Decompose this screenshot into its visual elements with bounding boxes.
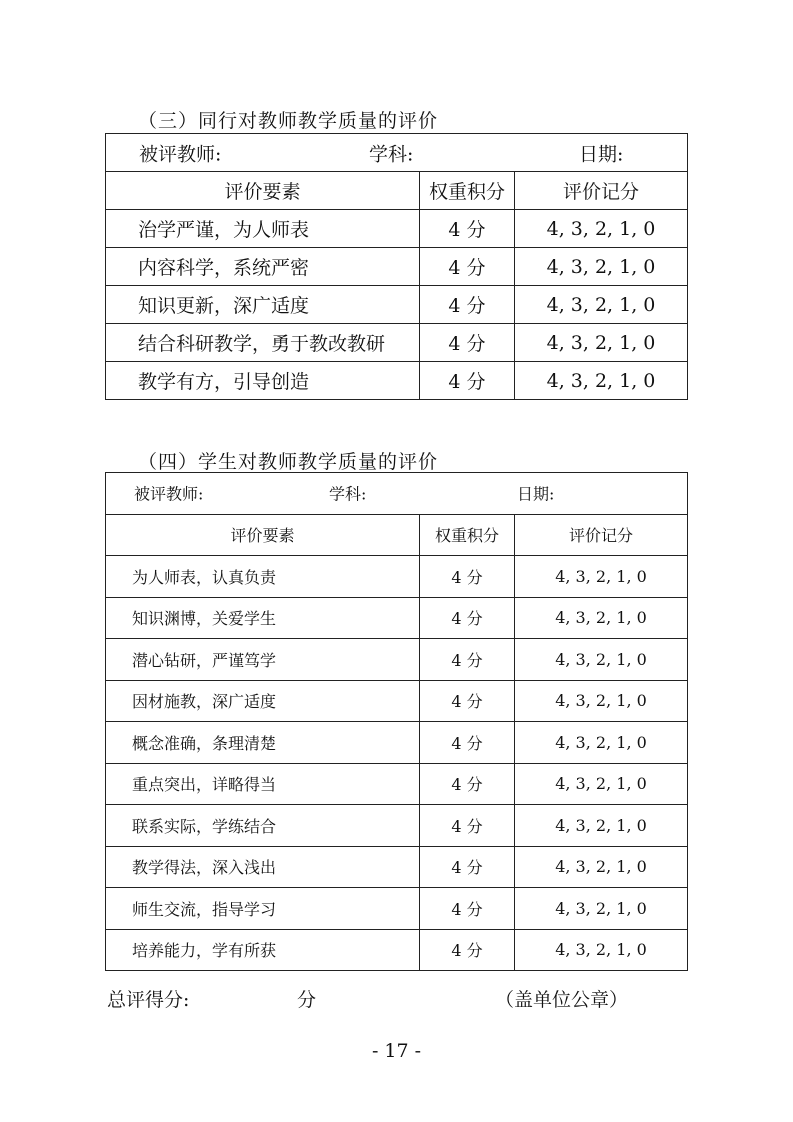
table-row — [106, 805, 688, 847]
score-cell: 4, 3, 2, 1, 0 — [515, 846, 688, 888]
header-weight: 权重积分 — [420, 514, 515, 556]
table-row — [106, 888, 688, 930]
evaluated-teacher-label: 被评教师: — [139, 143, 222, 165]
score-cell: 4, 3, 2, 1, 0 — [515, 324, 688, 362]
criterion-cell: 概念准确，条理清楚 — [106, 722, 420, 764]
score-unit: 分 — [297, 989, 317, 1011]
header-item: 评价要素 — [106, 172, 420, 210]
criterion-cell: 知识渊博，关爱学生 — [106, 597, 420, 639]
table-row — [106, 324, 688, 362]
table-row — [106, 846, 688, 888]
weight-cell: 4 分 — [420, 929, 515, 971]
seal-note: （盖单位公章） — [495, 989, 629, 1011]
table-row — [106, 680, 688, 722]
info-row — [106, 473, 688, 515]
table-row — [106, 763, 688, 805]
table-row — [106, 210, 688, 248]
score-cell: 4, 3, 2, 1, 0 — [515, 286, 688, 324]
section-3-title: （三）同行对教师教学质量的评价 — [138, 110, 439, 132]
weight-cell: 4 分 — [420, 597, 515, 639]
weight-cell: 4 分 — [420, 210, 515, 248]
score-cell: 4, 3, 2, 1, 0 — [515, 722, 688, 764]
info-cell — [106, 473, 688, 515]
score-cell: 4, 3, 2, 1, 0 — [515, 805, 688, 847]
criterion-cell: 内容科学，系统严密 — [106, 248, 420, 286]
table-row — [106, 929, 688, 971]
total-score-label: 总评得分: — [107, 989, 190, 1011]
criterion-cell: 因材施教，深广适度 — [106, 680, 420, 722]
table-row — [106, 722, 688, 764]
criterion-cell: 师生交流，指导学习 — [106, 888, 420, 930]
weight-cell: 4 分 — [420, 680, 515, 722]
header-item: 评价要素 — [106, 514, 420, 556]
weight-cell: 4 分 — [420, 763, 515, 805]
page-number: - 17 - — [371, 1040, 422, 1062]
table-row — [106, 597, 688, 639]
table-row — [106, 362, 688, 400]
score-cell: 4, 3, 2, 1, 0 — [515, 929, 688, 971]
table-row — [106, 639, 688, 681]
score-cell: 4, 3, 2, 1, 0 — [515, 556, 688, 598]
criterion-cell: 潜心钻研，严谨笃学 — [106, 639, 420, 681]
peer-evaluation-table — [105, 133, 688, 400]
criterion-cell: 结合科研教学，勇于教改教研 — [106, 324, 420, 362]
table-row — [106, 286, 688, 324]
date-label: 日期: — [517, 484, 555, 504]
section-4-title: （四）学生对教师教学质量的评价 — [138, 451, 439, 473]
criterion-cell: 联系实际，学练结合 — [106, 805, 420, 847]
weight-cell: 4 分 — [420, 639, 515, 681]
date-label: 日期: — [579, 143, 624, 165]
criterion-cell: 教学有方，引导创造 — [106, 362, 420, 400]
criterion-cell: 治学严谨，为人师表 — [106, 210, 420, 248]
weight-cell: 4 分 — [420, 846, 515, 888]
criterion-cell: 为人师表，认真负责 — [106, 556, 420, 598]
table-row — [106, 556, 688, 598]
weight-cell: 4 分 — [420, 805, 515, 847]
score-cell: 4, 3, 2, 1, 0 — [515, 362, 688, 400]
score-cell: 4, 3, 2, 1, 0 — [515, 639, 688, 681]
weight-cell: 4 分 — [420, 248, 515, 286]
weight-cell: 4 分 — [420, 888, 515, 930]
weight-cell: 4 分 — [420, 556, 515, 598]
criterion-cell: 知识更新，深广适度 — [106, 286, 420, 324]
score-cell: 4, 3, 2, 1, 0 — [515, 210, 688, 248]
subject-label: 学科: — [369, 143, 414, 165]
criterion-cell: 培养能力，学有所获 — [106, 929, 420, 971]
header-weight: 权重积分 — [420, 172, 515, 210]
weight-cell: 4 分 — [420, 286, 515, 324]
info-cell — [106, 134, 688, 172]
header-score: 评价记分 — [515, 514, 688, 556]
student-evaluation-table — [105, 472, 688, 971]
score-cell: 4, 3, 2, 1, 0 — [515, 597, 688, 639]
score-cell: 4, 3, 2, 1, 0 — [515, 763, 688, 805]
score-cell: 4, 3, 2, 1, 0 — [515, 248, 688, 286]
criterion-cell: 重点突出，详略得当 — [106, 763, 420, 805]
score-cell: 4, 3, 2, 1, 0 — [515, 888, 688, 930]
info-row — [106, 134, 688, 172]
weight-cell: 4 分 — [420, 324, 515, 362]
weight-cell: 4 分 — [420, 722, 515, 764]
header-row — [106, 514, 688, 556]
score-cell: 4, 3, 2, 1, 0 — [515, 680, 688, 722]
weight-cell: 4 分 — [420, 362, 515, 400]
header-row — [106, 172, 688, 210]
table-row — [106, 248, 688, 286]
header-score: 评价记分 — [515, 172, 688, 210]
subject-label: 学科: — [329, 484, 367, 504]
criterion-cell: 教学得法，深入浅出 — [106, 846, 420, 888]
evaluated-teacher-label: 被评教师: — [134, 484, 204, 504]
